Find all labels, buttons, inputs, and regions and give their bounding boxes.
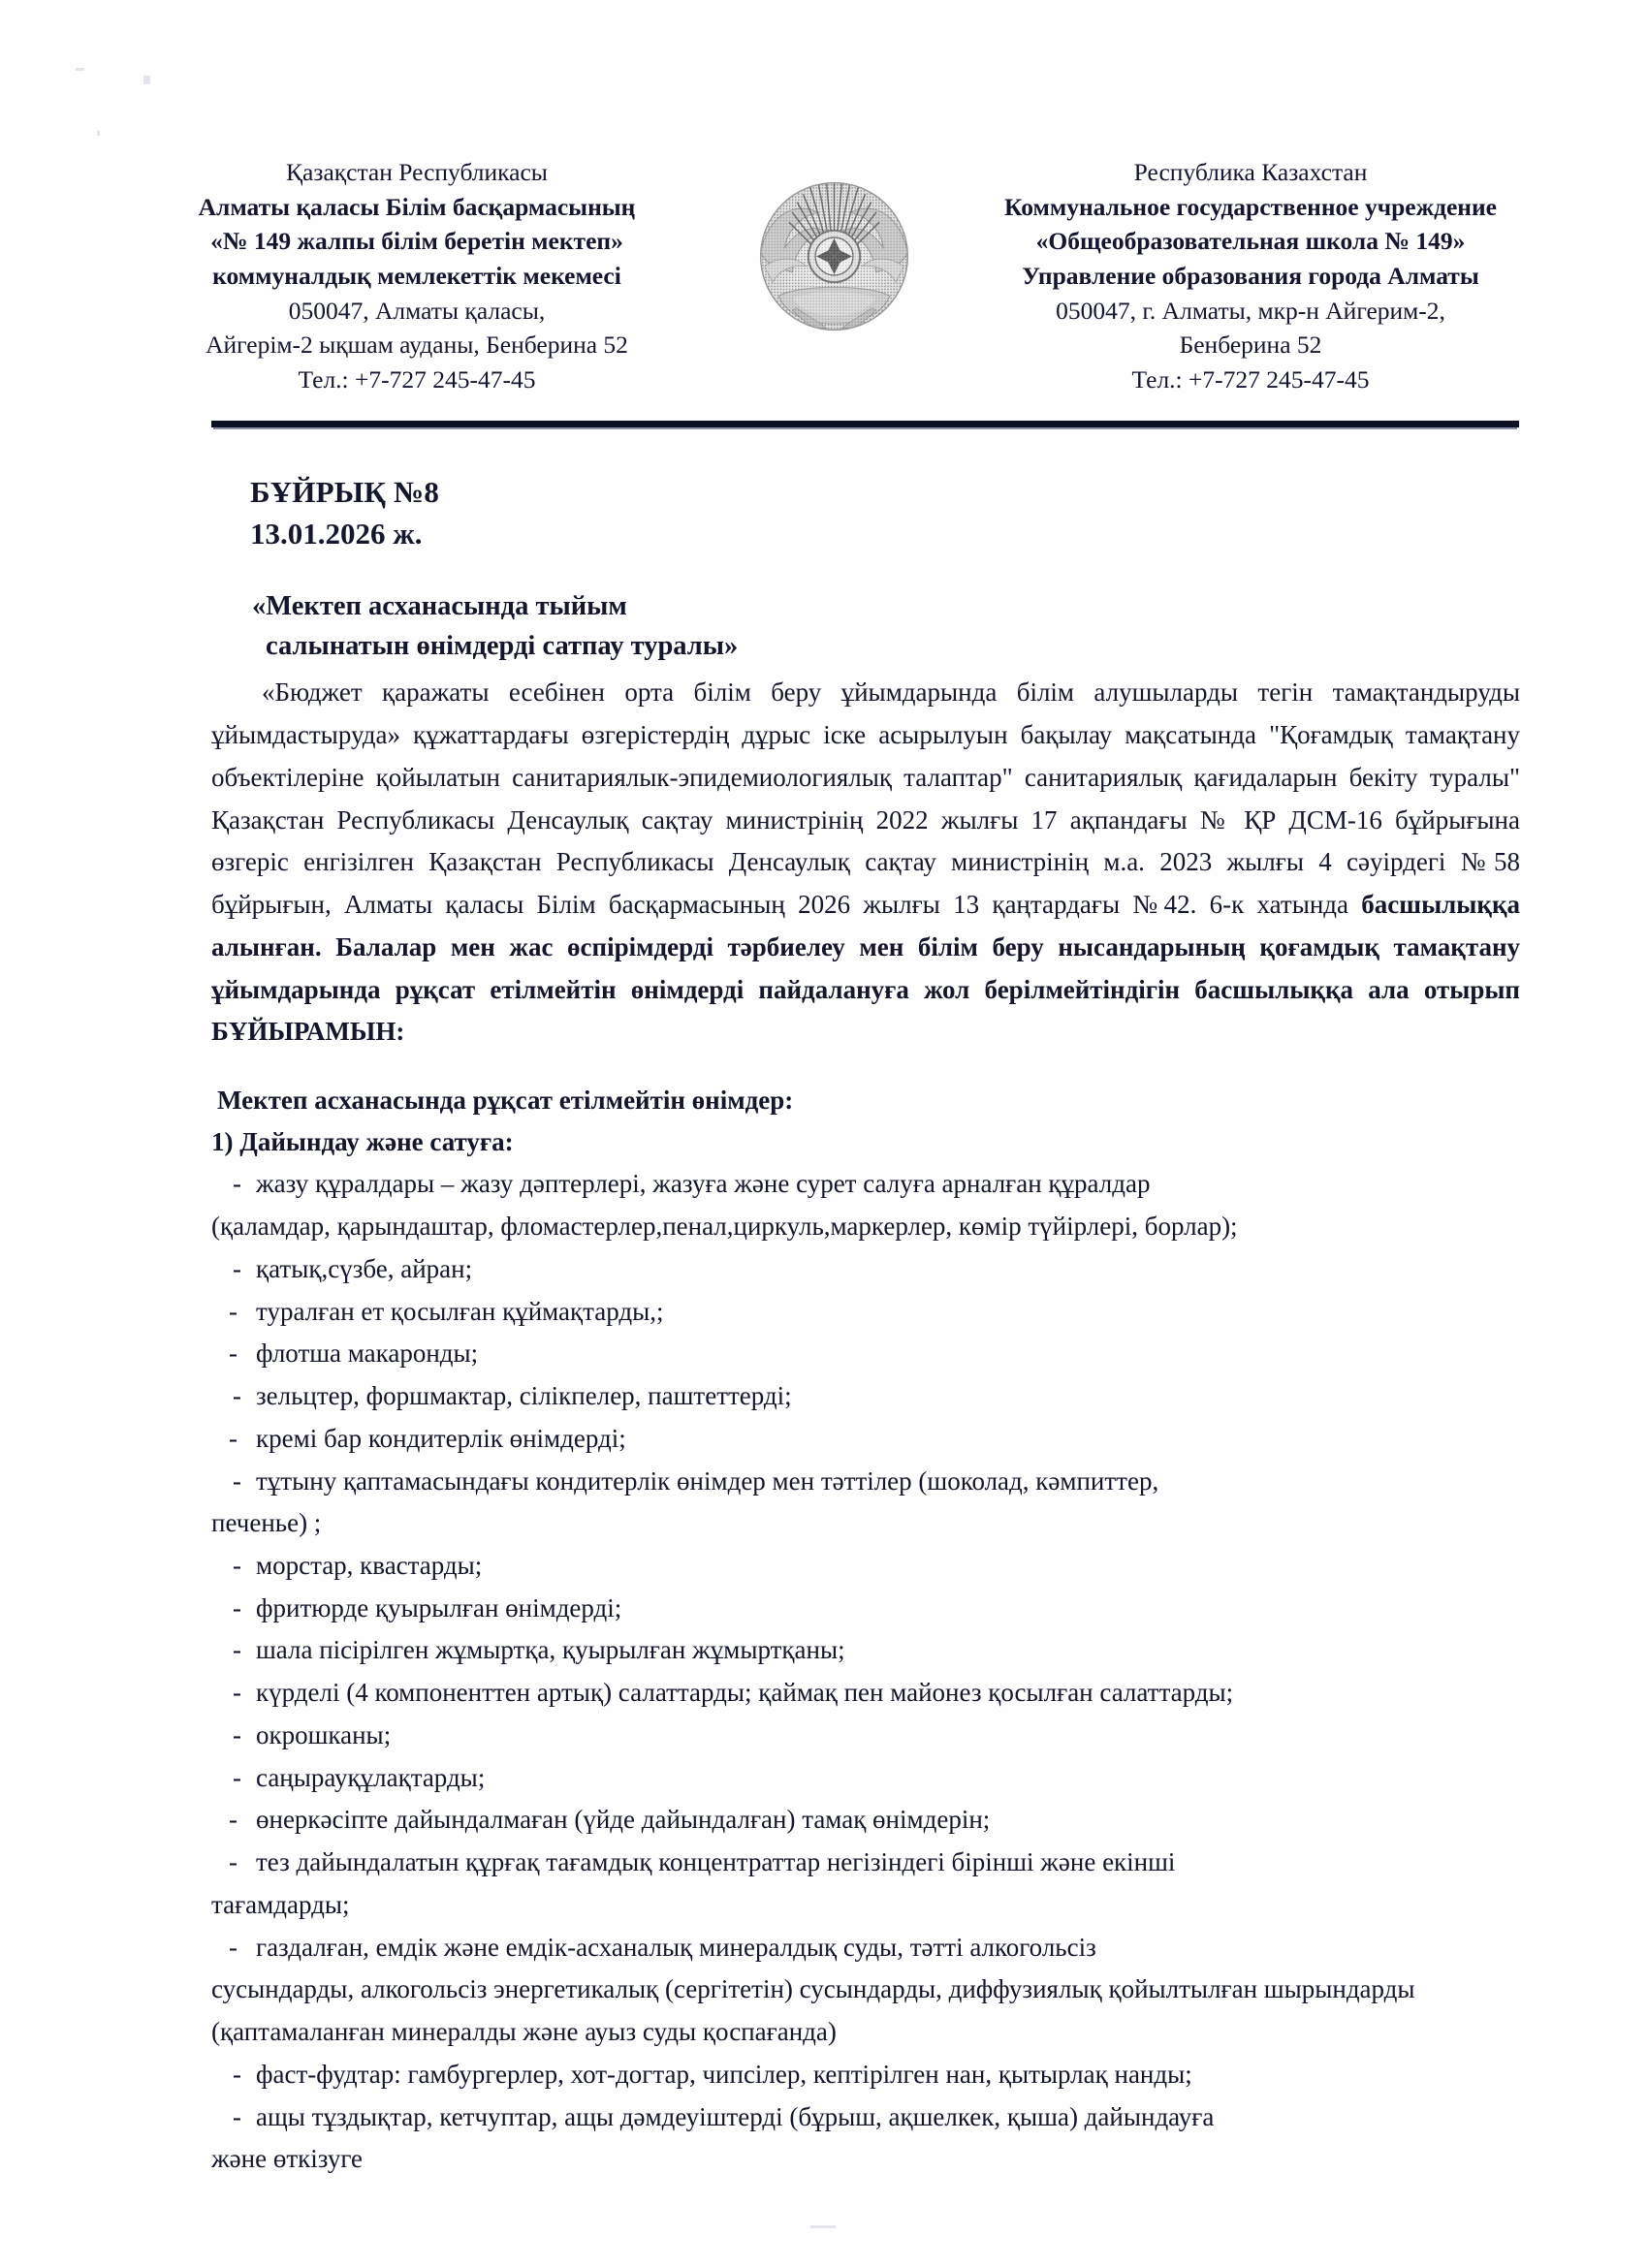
list-item — [211, 1163, 1520, 1247]
list-item — [211, 1715, 1520, 1757]
list-item — [211, 1672, 1520, 1715]
order-subject-line-1: «Мектеп асханасында тыйым — [252, 590, 627, 621]
list-item — [211, 1629, 1520, 1672]
order-subject-line-2: салынатын өнімдерді сатпау туралы» — [266, 631, 739, 662]
prohibited-items-list — [211, 1163, 1520, 2181]
lh-ru-line-1: Республика Казахстан — [1133, 158, 1368, 186]
list-item-text: фритюрде қуырылған өнімдерді; — [256, 1592, 622, 1622]
heading-section-1: 1) Дайындау және сатуға: — [211, 1127, 514, 1157]
lh-ru-line-5: 050047, г. Алматы, мкр-н Айгерим-2, — [1056, 296, 1445, 325]
letterhead — [145, 155, 1522, 397]
scan-speck — [143, 76, 150, 84]
list-item-text: саңырауқұлақтарды; — [256, 1762, 486, 1792]
preamble-bold-text: басшылыққа алынған. Балалар мен жас өспірімдерді тәрбиелеу мен білім беру нысандарының қоғамдық тамақтану ұйымдарында рұқсат етілмейтін өнімдерді пайдалануға жол берілмейтіндігін басшылыққа ала отырып — [211, 890, 1520, 1004]
list-item-text: фаст-фудтар: гамбургерлер, хот-догтар, чипсілер, кептірілген нан, қытырлақ нанды; — [256, 2059, 1192, 2089]
order-number-title: БҰЙРЫҚ №8 — [250, 475, 440, 509]
lh-ru-line-2: Коммунальное государственное учреждение — [1003, 192, 1498, 221]
list-item — [211, 1927, 1520, 2054]
list-item — [211, 1588, 1520, 1630]
lh-kk-line-6: Айгерім-2 ықшам ауданы, Бенберина 52 — [206, 331, 628, 360]
scan-speck — [97, 131, 100, 136]
scan-speck — [76, 68, 84, 71]
list-item-text: флотша макаронды; — [256, 1339, 479, 1369]
list-item — [211, 1291, 1520, 1334]
list-item-text: туралған ет қосылған құймақтарды,; — [256, 1296, 664, 1326]
lh-kk-line-2: Алматы қаласы Білім басқармасының — [198, 192, 636, 221]
list-item-text: окрошканы; — [256, 1719, 392, 1749]
scan-speck — [810, 2225, 836, 2228]
list-item — [211, 1248, 1520, 1291]
order-subject — [252, 586, 1520, 667]
list-item — [211, 1333, 1520, 1375]
lh-ru-line-6: Бенберина 52 — [1179, 331, 1322, 360]
list-item — [211, 1842, 1520, 1926]
order-preamble-paragraph — [211, 672, 1520, 1054]
lh-kk-line-7: Тел.: +7-727 245-47-45 — [298, 365, 536, 394]
order-date: 13.01.2026 ж. — [250, 517, 423, 551]
list-item-continuation: сусындарды, алкогольсіз энергетикалық (сергітетін) сусындарды, диффузиялық қойылтылған шырындарды (қаптамаланған минералды және ауыз суды қоспағанда) — [211, 1974, 1415, 2047]
list-item-text: күрделі (4 компоненттен артық) салаттарды; қаймақ пен майонез қосылған салаттарды; — [256, 1678, 1234, 1708]
lh-kk-line-4: коммуналдық мемлекеттік мекемесі — [212, 262, 621, 291]
list-item — [211, 1545, 1520, 1588]
lh-ru-line-3: «Общеобразовательная школа № 149» — [1035, 227, 1466, 256]
emblem-container — [717, 155, 950, 356]
list-item-text: шала пісірілген жұмыртқа, қуырылған жұмыртқаны; — [256, 1635, 845, 1665]
list-item — [211, 1799, 1520, 1842]
lh-ru-line-4: Управление образования города Алматы — [1022, 262, 1479, 291]
list-item — [211, 1375, 1520, 1418]
heading-prohibited-products: Мектеп асханасында рұқсат етілмейтін өнімдер: — [217, 1086, 794, 1116]
lh-ru-line-7: Тел.: +7-727 245-47-45 — [1131, 365, 1370, 394]
list-item-text: тұтыну қаптамасындағы кондитерлік өнімдер мен тәттілер (шоколад, кәмпиттер, — [256, 1465, 1159, 1496]
list-item-text: кремі бар кондитерлік өнімдерді; — [256, 1423, 626, 1453]
list-item-text: ащы тұздықтар, кетчуптар, ащы дәмдеуіштерді (бұрыш, ақшелкек, қыша) дайындауға — [256, 2101, 1215, 2131]
list-item — [211, 2096, 1520, 2181]
order-verb: БҰЙЫРАМЫН: — [211, 1017, 405, 1047]
list-item-text: тез дайындалатын құрғақ тағамдық концентраттар негізіндегі бірінші және екінші — [256, 1847, 1176, 1877]
list-item-continuation: тағамдарды; — [211, 1889, 350, 1919]
list-item-text: қатық,сүзбе, айран; — [256, 1253, 473, 1283]
list-item-text: морстар, квастарды; — [256, 1551, 483, 1580]
list-item-text: зельцтер, форшмактар, сілікпелер, паштеттерді; — [256, 1381, 792, 1411]
letterhead-russian-block — [979, 155, 1522, 397]
list-item-continuation: печенье) ; — [211, 1508, 322, 1538]
list-item-continuation: (қаламдар, қарындаштар, фломастерлер,пенал,циркуль,маркерлер, көмір түйірлері, борлар); — [211, 1212, 1238, 1242]
list-item — [211, 2054, 1520, 2096]
list-item-text: газдалған, емдік және емдік-асханалық минералдық суды, тәтті алкогольсіз — [256, 1932, 1096, 1962]
header-divider-rule — [211, 421, 1519, 427]
letterhead-kazakh-block — [145, 155, 688, 397]
list-item — [211, 1461, 1520, 1545]
list-item — [211, 1418, 1520, 1461]
lh-kk-line-5: 050047, Алматы қаласы, — [288, 296, 546, 325]
list-item-text: өнеркәсіпте дайындалмаған (үйде дайындалған) тамақ өнімдерін; — [256, 1805, 991, 1835]
list-item-continuation: және өткізуге — [211, 2144, 364, 2174]
kazakhstan-coat-of-arms-icon — [735, 157, 934, 356]
lh-kk-line-1: Қазақстан Республикасы — [286, 158, 548, 186]
lh-kk-line-3: «№ 149 жалпы білім беретін мектеп» — [210, 227, 623, 256]
document-body — [211, 471, 1520, 2181]
list-item — [211, 1757, 1520, 1800]
list-item-text: жазу құралдары – жазу дәптерлері, жазуға және сурет салуға арналған құралдар — [256, 1169, 1151, 1199]
preamble-plain-text: «Бюджет қаражаты есебінен орта білім беру ұйымдарында білім алушыларды тегін тамақтандыруды ұйымдастыруда» құжаттардағы өзгерістердің дұрыс іске асырылуын бақылау мақсатында "Қоғамдық тамақтану объектілеріне қойылатын санитариялык-эпидемиологиялық талаптар" санитариялық қағидаларын бекіту туралы" Қазақстан Республикасы Денсаулық сақтау министрінің 2022 жылғы 17 ақпандағы № ҚР ДСМ-16 бұйрығына өзгеріс енгізілген Қазақстан Республикасы Денсаулық сақтау министрінің м.а. 2023 жылғы 4 сәуірдегі №58 бұйрығын, Алматы қаласы Білім басқармасының 2026 жылғы 13 қаңтардағы №42. 6-к хатында — [211, 677, 1520, 920]
